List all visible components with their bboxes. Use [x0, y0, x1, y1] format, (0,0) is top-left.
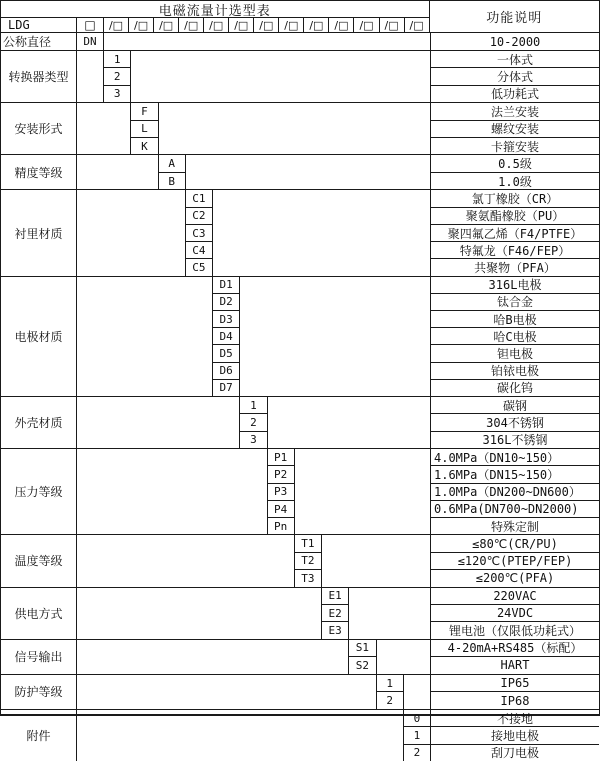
- code-cell: 3: [113, 87, 121, 101]
- spacer-cell: [77, 51, 104, 102]
- table-header: [1, 1, 599, 33]
- spacer-cell: [77, 190, 186, 275]
- function-desc-cell: 特氟龙（F46/FEP）: [431, 242, 599, 259]
- code-cell: S2: [355, 658, 369, 672]
- code-cell: 2: [240, 414, 266, 431]
- code-slot-cell: /□: [329, 18, 354, 32]
- function-desc-cell: 1.6MPa（DN15~150）: [431, 466, 599, 483]
- code-cell: D6: [213, 363, 239, 380]
- row-group-housing-material: [1, 397, 599, 449]
- function-desc-cell: 304不锈钢: [431, 414, 599, 431]
- row-group-accessories: [1, 710, 599, 761]
- row-group-converter-type: [1, 51, 599, 103]
- desc-column: [431, 535, 599, 586]
- function-desc-cell: 4-20mA+RS485（标配）: [431, 640, 599, 658]
- function-desc-cell: HART: [500, 658, 530, 673]
- code-column: [240, 397, 267, 448]
- spacer-cell: [349, 588, 431, 639]
- desc-column: [431, 675, 599, 709]
- function-desc-cell: 0.6MPa(DN700~DN2000): [431, 501, 599, 518]
- code-cell: A: [159, 155, 185, 173]
- code-cell: D5: [213, 345, 239, 362]
- desc-column: [431, 155, 599, 189]
- code-cell: D4: [213, 328, 239, 345]
- code-slot-cell: /□: [104, 18, 129, 32]
- code-column: [404, 710, 431, 761]
- function-desc-cell: 0.5级: [431, 155, 599, 173]
- category-label: 信号输出: [1, 640, 77, 674]
- code-cell: 2: [413, 746, 421, 760]
- code-slot-cell: /□: [254, 18, 279, 32]
- code-column: [159, 155, 186, 189]
- function-desc-cell: 聚氨酯橡胶（PU）: [431, 208, 599, 225]
- spacer-cell: [186, 155, 431, 189]
- code-cell: 0: [404, 710, 430, 727]
- function-desc-cell: 钛合金: [431, 294, 599, 311]
- function-desc-cell: 220VAC: [431, 588, 599, 605]
- spacer-cell: [213, 190, 431, 275]
- function-desc-cell: 分体式: [431, 68, 599, 85]
- code-cell: D3: [213, 311, 239, 328]
- code-cell: Pn: [274, 519, 288, 533]
- function-desc-cell: 不接地: [431, 710, 599, 727]
- code-cell: T1: [295, 535, 321, 552]
- code-slot-cell: /□: [179, 18, 204, 32]
- spacer-cell: [77, 449, 268, 534]
- function-desc-cell: ≤80℃(CR/PU): [431, 535, 599, 552]
- function-desc-cell: 哈B电极: [431, 311, 599, 328]
- model-prefix: LDG: [1, 18, 77, 32]
- row-group-electrode-material: [1, 277, 599, 397]
- function-desc-cell: 共聚物（PFA）: [474, 261, 556, 276]
- row-group-temperature-rating: [1, 535, 599, 587]
- spacer-cell: [77, 710, 404, 761]
- row-group-signal-output: [1, 640, 599, 675]
- code-column: [295, 535, 322, 586]
- function-desc-cell: 316L不锈钢: [482, 433, 548, 448]
- function-desc-cell: ≤120℃(PTEP/FEP): [431, 553, 599, 570]
- spacer-cell: [322, 535, 431, 586]
- code-cell: D2: [213, 294, 239, 311]
- model-code-row: [1, 18, 429, 32]
- code-cell: C1: [186, 190, 212, 207]
- desc-column: [431, 640, 599, 674]
- spacer-cell: [77, 535, 295, 586]
- category-label: 衬里材质: [1, 190, 77, 275]
- category-label: 防护等级: [1, 675, 77, 709]
- spacer-cell: [159, 103, 432, 154]
- function-desc-cell: 哈C电极: [431, 328, 599, 345]
- row-group-power-supply: [1, 588, 599, 640]
- function-desc-cell: 一体式: [431, 51, 599, 68]
- code-column: [322, 588, 349, 639]
- code-cell: DN: [83, 35, 97, 49]
- table-body: [1, 33, 599, 761]
- spacer-cell: [131, 51, 431, 102]
- category-label: 压力等级: [1, 449, 77, 534]
- spacer-cell: [377, 640, 432, 674]
- function-desc-cell: 螺纹安装: [431, 121, 599, 138]
- function-desc-cell: 碳钢: [431, 397, 599, 414]
- function-desc-cell: IP68: [500, 693, 530, 708]
- desc-column: [431, 103, 599, 154]
- function-desc-cell: 铂铱电极: [431, 363, 599, 380]
- code-cell: C5: [192, 261, 206, 275]
- code-slot-cell: /□: [129, 18, 154, 32]
- code-slot-cell: /□: [354, 18, 379, 32]
- code-cell: C2: [186, 208, 212, 225]
- spacer-cell: [77, 640, 349, 674]
- spacer-cell: [104, 33, 431, 50]
- code-cell: 1: [240, 397, 266, 414]
- desc-column: [431, 710, 599, 761]
- code-cell: P3: [268, 484, 294, 501]
- spacer-cell: [77, 155, 159, 189]
- function-desc-cell: 316L电极: [431, 277, 599, 294]
- code-column: [268, 449, 295, 534]
- code-cell: T3: [301, 571, 315, 585]
- category-label: 转换器类型: [1, 51, 77, 102]
- code-cell: P2: [268, 466, 294, 483]
- category-label: 精度等级: [1, 155, 77, 189]
- category-label: 安装形式: [1, 103, 77, 154]
- code-cell: 2: [104, 68, 130, 85]
- code-cell: D7: [219, 381, 233, 395]
- function-desc-cell: 法兰安装: [431, 103, 599, 120]
- code-column: [213, 277, 240, 396]
- code-column: [349, 640, 376, 674]
- spacer-cell: [77, 588, 322, 639]
- function-desc-cell: 24VDC: [431, 605, 599, 622]
- function-desc-cell: IP65: [431, 675, 599, 693]
- function-desc-cell: 聚四氟乙烯（F4/PTFE）: [431, 225, 599, 242]
- function-desc-cell: 1.0级: [498, 174, 532, 189]
- desc-column: [431, 33, 599, 50]
- category-label: 供电方式: [1, 588, 77, 639]
- row-group-lining-material: [1, 190, 599, 276]
- row-group-protection-rating: [1, 675, 599, 710]
- dn-box-cell: □: [77, 18, 104, 32]
- row-group-nominal-diameter: [1, 33, 599, 51]
- function-desc-cell: 接地电极: [431, 727, 599, 744]
- code-cell: 2: [386, 694, 393, 708]
- spacer-cell: [295, 449, 431, 534]
- code-cell: T2: [295, 553, 321, 570]
- code-column: [77, 33, 104, 50]
- desc-column: [431, 449, 599, 534]
- function-desc-cell: 刮刀电极: [490, 746, 539, 761]
- code-cell: C4: [186, 242, 212, 259]
- code-column: [186, 190, 213, 275]
- row-group-accuracy-class: [1, 155, 599, 190]
- function-desc-cell: 锂电池（仅限低功耗式）: [448, 623, 581, 638]
- desc-column: [431, 190, 599, 275]
- function-desc-cell: 卡箍安装: [490, 139, 539, 154]
- code-slot-cell: /□: [380, 18, 405, 32]
- header-left: [1, 1, 430, 32]
- category-label: 温度等级: [1, 535, 77, 586]
- function-desc-cell: 钽电极: [431, 345, 599, 362]
- function-desc-cell: 1.0MPa（DN200~DN600）: [431, 484, 599, 501]
- function-column-header: 功能说明: [486, 11, 543, 26]
- desc-column: [431, 397, 599, 448]
- code-column: [104, 51, 131, 102]
- category-label: 外壳材质: [1, 397, 77, 448]
- code-cell: E2: [322, 605, 348, 622]
- row-group-pressure-rating: [1, 449, 599, 535]
- category-label: 电极材质: [1, 277, 77, 396]
- code-cell: F: [131, 103, 157, 120]
- function-desc-cell: 4.0MPa（DN10~150）: [431, 449, 599, 466]
- spacer-cell: [77, 103, 131, 154]
- code-cell: 1: [104, 51, 130, 68]
- spacer-cell: [77, 397, 240, 448]
- code-column: [377, 675, 404, 709]
- code-cell: 1: [404, 727, 430, 744]
- function-desc-cell: ≤200℃(PFA): [475, 571, 555, 586]
- code-slot-cell: /□: [304, 18, 329, 32]
- code-cell: P4: [268, 501, 294, 518]
- code-cell: D1: [213, 277, 239, 294]
- code-cell: E3: [328, 623, 342, 637]
- spacer-cell: [268, 397, 432, 448]
- function-desc-cell: 低功耗式: [490, 87, 539, 102]
- code-cell: 1: [377, 675, 403, 693]
- spacer-cell: [77, 675, 377, 709]
- desc-column: [431, 277, 599, 396]
- code-slot-cell: /□: [229, 18, 254, 32]
- code-cell: C3: [186, 225, 212, 242]
- code-slot-cell: /□: [204, 18, 229, 32]
- row-group-installation-type: [1, 103, 599, 155]
- function-desc-cell: 氯丁橡胶（CR）: [431, 190, 599, 207]
- code-slot-cell: /□: [409, 18, 424, 32]
- table-title: 电磁流量计选型表: [1, 1, 429, 18]
- code-slot-cell: /□: [154, 18, 179, 32]
- code-cell: L: [131, 121, 157, 138]
- function-desc-cell: 碳化钨: [496, 381, 533, 396]
- code-slot-cell: /□: [279, 18, 304, 32]
- code-cell: S1: [349, 640, 375, 658]
- desc-column: [431, 51, 599, 102]
- function-desc-cell: 10-2000: [489, 34, 541, 49]
- spacer-cell: [240, 277, 431, 396]
- code-cell: P1: [268, 449, 294, 466]
- spacer-cell: [404, 675, 431, 709]
- code-cell: E1: [322, 588, 348, 605]
- code-column: [131, 103, 158, 154]
- function-desc-cell: 特殊定制: [490, 519, 539, 534]
- code-cell: B: [168, 174, 175, 188]
- code-cell: 3: [250, 433, 257, 447]
- desc-column: [431, 588, 599, 639]
- category-label: 公称直径: [1, 33, 77, 50]
- category-label: 附件: [1, 710, 77, 761]
- code-cell: K: [141, 139, 148, 153]
- spacer-cell: [77, 277, 213, 396]
